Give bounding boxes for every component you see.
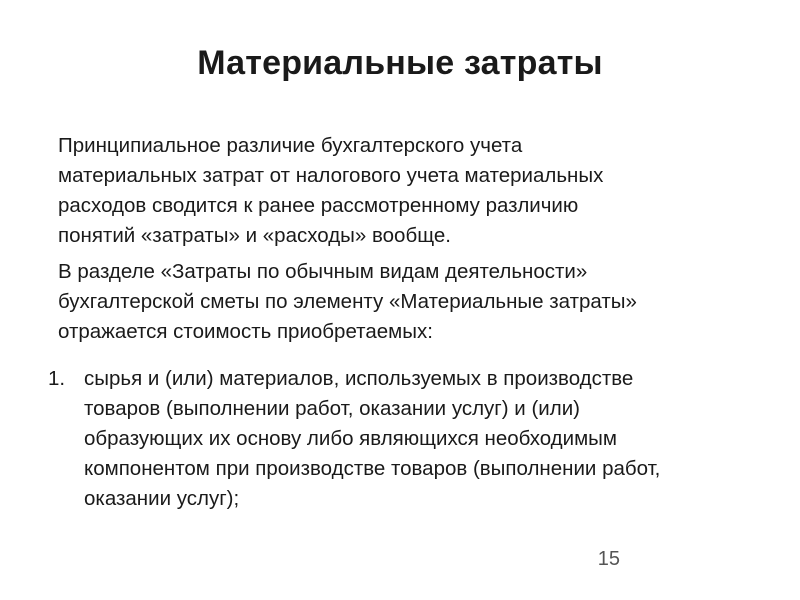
numbered-list: [48, 364, 758, 514]
paragraph-accounting-difference: [58, 131, 758, 251]
text-line: Принципиальное различие бухгалтерского учета: [58, 134, 523, 157]
text-line: В разделе «Затраты по обычным видам деятельности»: [58, 260, 588, 283]
text-line: оказании услуг);: [84, 487, 240, 510]
text-line: отражается стоимость приобретаемых:: [58, 320, 433, 343]
slide-title: Материальные затраты: [197, 44, 603, 82]
list-item-number: 1.: [48, 367, 66, 390]
text-line: материальных затрат от налогового учета материальных: [58, 164, 604, 187]
text-line: образующих их основу либо являющихся необходимым: [84, 427, 618, 450]
text-line: расходов сводится к ранее рассмотренному различию: [58, 194, 579, 217]
text-line: понятий «затраты» и «расходы» вообще.: [58, 224, 451, 247]
text-line: товаров (выполнении работ, оказании услуг) и (или): [84, 397, 580, 420]
paragraph-cost-estimate: [58, 257, 758, 347]
list-item: [48, 364, 758, 514]
text-line: сырья и (или) материалов, используемых в производстве: [84, 367, 634, 390]
text-line: компонентом при производстве товаров (выполнении работ,: [84, 457, 661, 480]
page-number: 15: [597, 548, 620, 570]
slide-body: [48, 131, 758, 514]
text-line: бухгалтерской сметы по элементу «Материальные затраты»: [58, 290, 637, 313]
